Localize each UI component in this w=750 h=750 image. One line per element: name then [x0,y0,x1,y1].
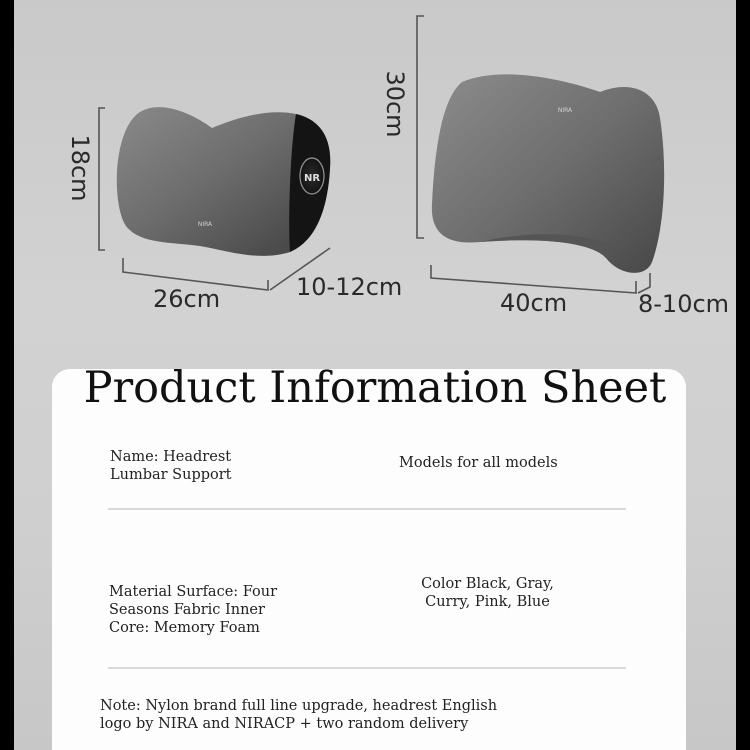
page-title: Product Information Sheet [83,363,667,413]
note-text [100,697,497,733]
note-line-2: logo by NIRA and NIRACP + two random delivery [100,716,469,732]
material-line-3: Core: Memory Foam [109,620,260,636]
product-name-text [110,448,232,484]
models-line: Models for all models [399,455,558,471]
color-line-1: Color Black, Gray, [421,576,554,592]
headrest-width-label: 26cm [153,285,221,313]
product-name-line-1: Name: Headrest [110,449,232,465]
badge-text: NR [303,173,321,184]
lumbar-cushion [432,74,664,272]
headrest-depth-label: 10-12cm [296,273,403,301]
note-line-1: Note: Nylon brand full line upgrade, headrest English [100,698,498,714]
color-text [420,575,555,611]
lumbar-width-label: 40cm [500,289,568,317]
product-info-card [52,369,686,750]
lumbar-height-label: 30cm [381,70,409,138]
material-line-2: Seasons Fabric Inner [109,602,265,618]
color-line-2: Curry, Pink, Blue [425,594,550,610]
divider-2 [108,667,626,669]
divider-1 [108,508,626,510]
lumbar-logo-text: NIRA [557,107,573,114]
headrest-pillow [117,107,330,256]
lumbar-depth-label: 8-10cm [638,290,730,318]
material-line-1: Material Surface: Four [109,584,278,600]
headrest-height-label: 18cm [66,134,94,202]
headrest-logo-text: NIRA [197,221,213,228]
models-text [399,454,558,472]
product-name-line-2: Lumbar Support [110,467,232,483]
material-text [109,583,277,637]
